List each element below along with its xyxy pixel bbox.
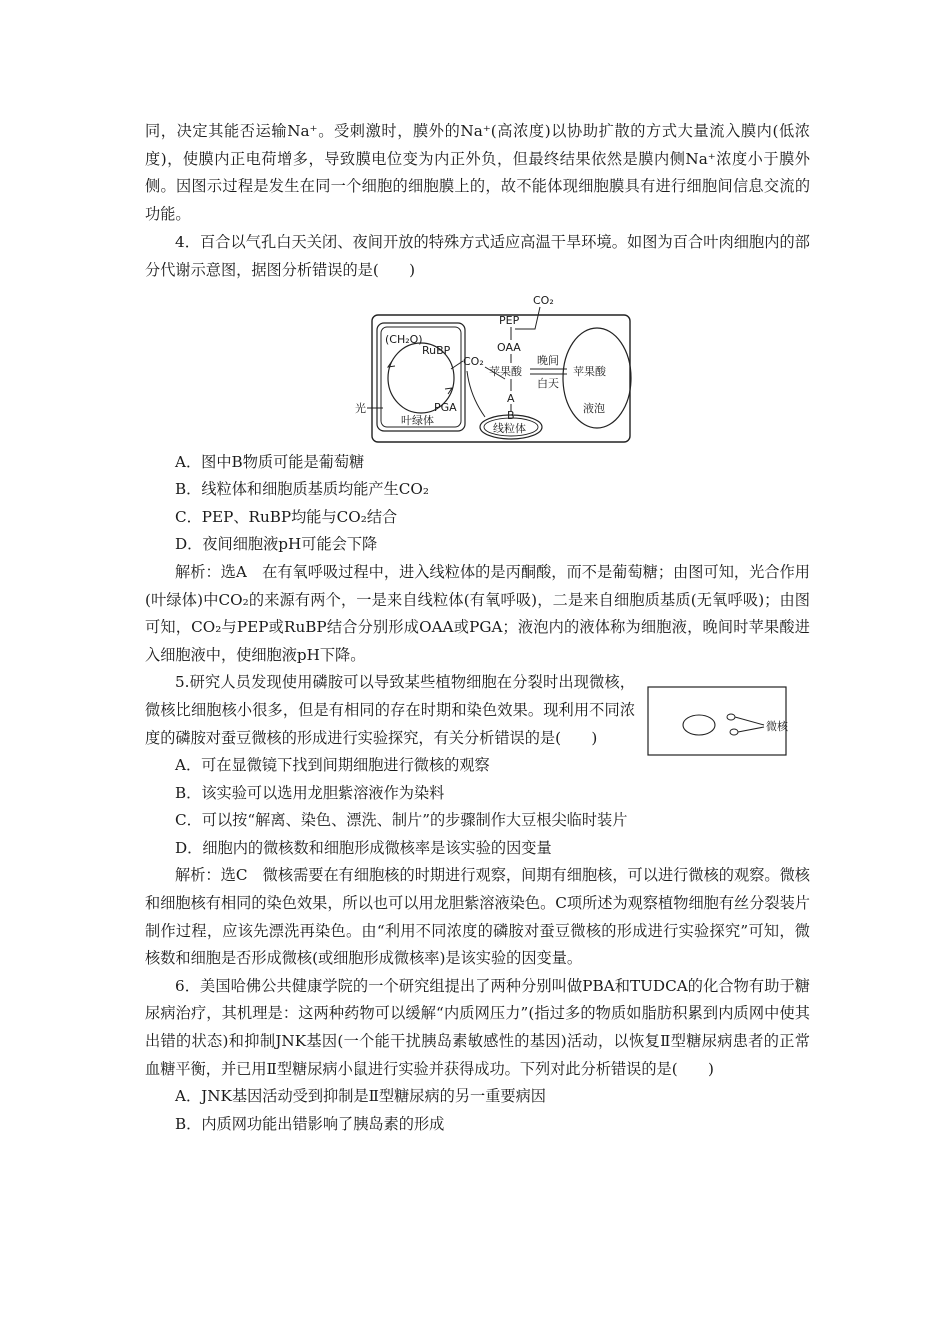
- pointer-line-1: [735, 717, 764, 725]
- co2-mid-label: CO₂: [463, 354, 484, 368]
- nucleus-shape: [683, 715, 715, 735]
- question-5-option-b: B．该实验可以选用龙胆紫溶液作为染料: [175, 783, 445, 802]
- question-4-option-c: C．PEP、RuBP均能与CO₂结合: [175, 507, 398, 526]
- light-label: 光: [355, 401, 366, 415]
- micronucleus-label: 微核: [766, 720, 788, 734]
- vacuole-label: 液泡: [583, 401, 605, 415]
- micronucleus-shape-1: [727, 714, 735, 720]
- pointer-line-2: [738, 727, 764, 732]
- question-5-option-a: A．可在显微镜下找到间期细胞进行微核的观察: [175, 756, 490, 775]
- question-5-option-d: D．细胞内的微核数和细胞形成微核率是该实验的因变量: [175, 838, 552, 857]
- question-5-block: [145, 669, 810, 752]
- pga-label: PGA: [434, 400, 457, 414]
- a-label: A: [507, 391, 515, 405]
- previous-analysis-continuation: 同，决定其能否运输Na⁺。受刺激时，膜外的Na⁺(高浓度)以协助扩散的方式大量流入膜内(低浓度)，使膜内正电荷增多，导致膜电位变为内正外负，但最终结果依然是膜内侧Na⁺浓度小于膜外侧。因图示过程是发生在同一个细胞的细胞膜上的，故不能体现细胞膜具有进行细胞间信息交流的功能。: [145, 122, 810, 223]
- question-4-option-d: D．夜间细胞液pH可能会下降: [175, 535, 378, 554]
- pep-label: PEP: [499, 313, 520, 327]
- metabolism-diagram: [145, 291, 810, 443]
- malic-acid-left-label: 苹果酸: [489, 364, 522, 378]
- mitochondria-label: 线粒体: [493, 421, 526, 435]
- question-4-stem: 4．百合以气孔白天关闭、夜间开放的特殊方式适应高温干旱环境。如图为百合叶肉细胞内的部分代谢示意图，据图分析错误的是( ): [145, 233, 810, 279]
- question-5-stem: 5.研究人员发现使用磷胺可以导致某些植物细胞在分裂时出现微核，微核比细胞核小很多，但是有相同的存在时期和染色效果。现利用不同浓度的磷胺对蚕豆微核的形成进行实验探究，有关分析错误的是( ): [145, 673, 635, 747]
- oaa-label: OAA: [497, 340, 521, 354]
- micronucleus-shape-2: [730, 729, 738, 735]
- question-5-analysis: 解析：选C 微核需要在有细胞核的时期进行观察，间期有细胞核，可以进行微核的观察。微核和细胞核有相同的染色效果，所以也可以用龙胆紫溶液染色。C项所述为观察植物细胞有丝分裂装片制作过程，应该先漂洗再染色。由“利用不同浓度的磷胺对蚕豆微核的形成进行实验探究”可知，微核数和细胞是否形成微核(或细胞形成微核率)是该实验的因变量。: [145, 866, 810, 968]
- cycle-arrow-1: [388, 361, 395, 367]
- rubp-label: RuBP: [422, 343, 451, 357]
- day-label: 白天: [537, 376, 559, 390]
- mito-to-co2-arrow: [467, 371, 485, 417]
- question-5-option-c: C．可以按“解离、染色、漂洗、制片”的步骤制作大豆根尖临时装片: [175, 811, 628, 830]
- question-6-option-a: A．JNK基因活动受到抑制是Ⅱ型糖尿病的另一重要病因: [175, 1087, 546, 1106]
- malic-acid-right-label: 苹果酸: [573, 364, 606, 378]
- chloroplast-label: 叶绿体: [401, 413, 434, 427]
- micronucleus-figure: [647, 671, 827, 757]
- night-label: 晚间: [537, 353, 559, 367]
- question-6-stem: 6．美国哈佛公共健康学院的一个研究组提出了两种分别叫做PBA和TUDCA的化合物有助于糖尿病治疗，其机理是：这两种药物可以缓解“内质网压力”(指过多的物质如脂肪积累到内质网中使其出错的状态)和抑制JNK基因(一个能干扰胰岛素敏感性的基因)活动，以恢复Ⅱ型糖尿病患者的正常血糖平衡，并已用Ⅱ型糖尿病小鼠进行实验并获得成功。下列对此分析错误的是( ): [145, 976, 810, 1078]
- co2-top-label: CO₂: [533, 293, 554, 307]
- document-page: [145, 118, 810, 1138]
- ch2o-label: (CH₂O): [385, 332, 423, 346]
- question-6-option-b: B．内质网功能出错影响了胰岛素的形成: [175, 1114, 445, 1133]
- b-label: B: [507, 408, 515, 422]
- question-4-option-b: B．线粒体和细胞质基质均能产生CO₂: [175, 480, 429, 499]
- question-4-option-a: A．图中B物质可能是葡萄糖: [175, 452, 365, 471]
- question-4-analysis: 解析：选A 在有氧呼吸过程中，进入线粒体的是丙酮酸，而不是葡萄糖；由图可知，光合作用(叶绿体)中CO₂的来源有两个，一是来自线粒体(有氧呼吸)，二是来自细胞质基质(无氧呼吸)；由图可知，CO₂与PEP或RuBP结合分别形成OAA或PGA；液泡内的液体称为细胞液，晚间时苹果酸进入细胞液中，使细胞液pH下降。: [145, 562, 810, 664]
